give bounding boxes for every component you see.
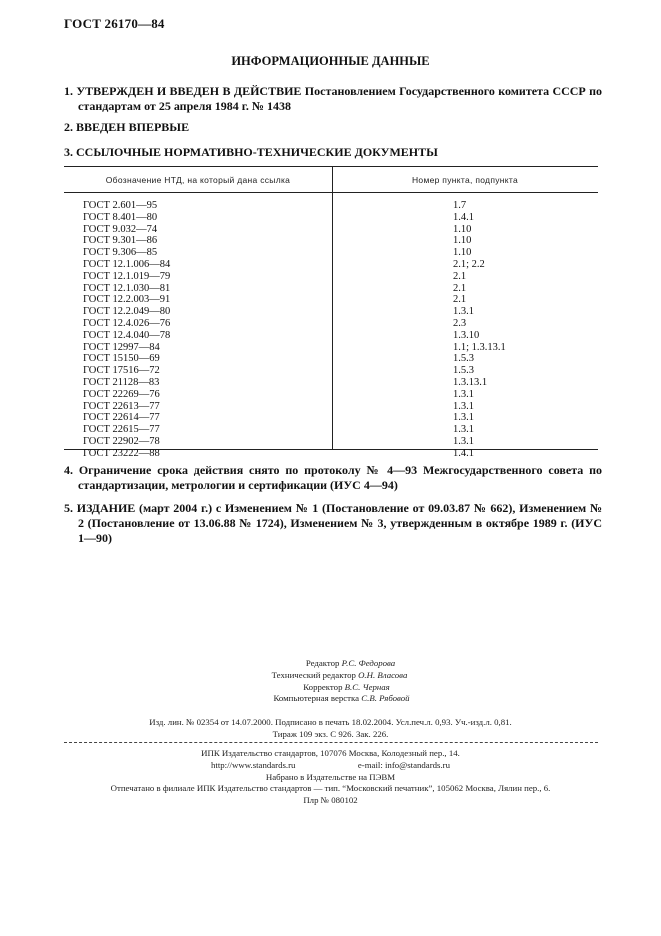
table-row xyxy=(64,365,598,377)
publisher-block xyxy=(0,748,661,807)
table-cell-clause: 2.1 xyxy=(453,270,467,282)
table-cell-clause: 1.3.1 xyxy=(453,424,474,436)
table-row xyxy=(64,401,598,413)
section-5-number: 5. xyxy=(64,501,73,515)
table-row xyxy=(64,353,598,365)
table-cell-document: ГОСТ 12.2.049—80 xyxy=(83,306,171,318)
table-cell-document: ГОСТ 21128—83 xyxy=(83,376,160,388)
table-cell-clause: 1.3.1 xyxy=(453,412,474,424)
section-2-heading: ВВЕДЕН ВПЕРВЫЕ xyxy=(76,120,190,134)
credit-tech-editor xyxy=(0,670,661,682)
table-cell-clause: 2.1; 2.2 xyxy=(453,258,485,270)
credit-tech-role: Технический редактор xyxy=(271,669,356,680)
credit-tech-name: О.Н. Власова xyxy=(358,669,408,680)
section-4-number: 4. xyxy=(64,463,73,477)
table-cell-clause: 1.10 xyxy=(453,247,472,259)
table-cell-clause: 1.10 xyxy=(453,223,472,235)
table-cell-clause: 2.1 xyxy=(453,294,467,306)
table-row xyxy=(64,424,598,436)
section-3-number: 3. xyxy=(64,145,73,159)
section-3 xyxy=(64,145,602,160)
publisher-address: ИПК Издательство стандартов, 107076 Москва, Колодезный пер., 14. xyxy=(201,748,460,758)
table-cell-clause: 1.3.1 xyxy=(453,435,474,447)
section-5-text-line3: 1—90) xyxy=(78,531,112,545)
table-cell-clause: 2.3 xyxy=(453,317,467,329)
imprint-block xyxy=(0,717,661,741)
credits-block xyxy=(0,658,661,705)
table-row xyxy=(64,271,598,283)
section-5 xyxy=(64,501,602,546)
table-cell-document: ГОСТ 12.4.040—78 xyxy=(83,329,171,341)
publisher-contacts xyxy=(0,760,661,772)
section-1-text: Постановлением Государственного комитета СССР по xyxy=(304,84,603,98)
table-cell-document: ГОСТ 9.032—74 xyxy=(83,223,158,235)
table-row xyxy=(64,235,598,247)
table-body xyxy=(64,200,598,460)
imprint-line-1: Изд. лин. № 02354 от 14.07.2000. Подписано в печать 18.02.2004. Усл.печ.л. 0,93. Уч.-изд.л. 0,81. xyxy=(149,717,512,727)
table-cell-document: ГОСТ 12.2.003—91 xyxy=(83,294,171,306)
credit-layout-role: Компьютерная верстка xyxy=(273,693,360,704)
table-cell-document: ГОСТ 12.1.006—84 xyxy=(83,258,171,270)
section-3-heading: ССЫЛОЧНЫЕ НОРМАТИВНО-ТЕХНИЧЕСКИЕ ДОКУМЕНТЫ xyxy=(76,145,438,159)
table-row xyxy=(64,224,598,236)
table-cell-document: ГОСТ 12.1.019—79 xyxy=(83,270,171,282)
table-row xyxy=(64,342,598,354)
table-header-document: Обозначение НТД, на который дана ссылка xyxy=(105,175,291,185)
table-cell-clause: 1.3.1 xyxy=(453,306,474,318)
table-row xyxy=(64,318,598,330)
table-row xyxy=(64,259,598,271)
table-cell-clause: 1.4.1 xyxy=(453,447,474,459)
credit-layout-name: С.В. Рябовой xyxy=(361,693,410,704)
table-row xyxy=(64,294,598,306)
section-2-number: 2. xyxy=(64,120,73,134)
section-1-text-line2: стандартам от 25 апреля 1984 г. № 1438 xyxy=(78,99,291,113)
table-row xyxy=(64,448,598,460)
table-cell-clause: 1.3.1 xyxy=(453,400,474,412)
credit-corrector-name: В.С. Черная xyxy=(344,681,390,692)
table-cell-document: ГОСТ 22269—76 xyxy=(83,388,160,400)
table-cell-clause: 1.1; 1.3.13.1 xyxy=(453,341,506,353)
table-row xyxy=(64,377,598,389)
imprint-line-2: Тираж 109 экз. С 926. Зак. 226. xyxy=(272,728,389,739)
table-cell-document: ГОСТ 15150—69 xyxy=(83,353,160,365)
table-cell-document: ГОСТ 23222—88 xyxy=(83,447,160,459)
section-5-text-line2: 2 (Постановление от 13.06.88 № 1724), Изменением № 3, утвержденным в октябре 1989 г. (ИУС xyxy=(78,516,602,530)
table-row xyxy=(64,212,598,224)
table-cell-document: ГОСТ 12997—84 xyxy=(83,341,160,353)
table-cell-clause: 1.3.10 xyxy=(453,329,480,341)
section-title: ИНФОРМАЦИОННЫЕ ДАННЫЕ xyxy=(231,54,430,68)
imprint-divider xyxy=(64,742,598,743)
section-2 xyxy=(64,120,602,135)
reference-table xyxy=(64,166,598,459)
table-row xyxy=(64,412,598,424)
section-1-number: 1. xyxy=(64,84,73,98)
publisher-license: Плр № 080102 xyxy=(303,795,358,806)
table-cell-clause: 1.5.3 xyxy=(453,365,474,377)
table-cell-clause: 1.3.1 xyxy=(453,388,474,400)
table-header-divider xyxy=(64,192,598,193)
credit-editor-name: Р.С. Федорова xyxy=(341,658,396,668)
table-row xyxy=(64,283,598,295)
table-cell-document: ГОСТ 2.601—95 xyxy=(83,200,158,211)
publisher-email: e-mail: info@standards.ru xyxy=(357,759,450,770)
credit-editor xyxy=(0,658,661,670)
table-cell-document: ГОСТ 22613—77 xyxy=(83,400,160,412)
table-row xyxy=(64,306,598,318)
table-cell-clause: 2.1 xyxy=(453,282,467,294)
table-header-clause: Номер пункта, подпункта xyxy=(411,175,519,185)
table-cell-document: ГОСТ 22615—77 xyxy=(83,424,160,436)
table-cell-clause: 1.4.1 xyxy=(453,211,474,223)
table-cell-document: ГОСТ 22614—77 xyxy=(83,412,160,424)
table-cell-clause: 1.7 xyxy=(453,200,467,211)
table-row xyxy=(64,330,598,342)
section-4-text-line2: стандартизации, метрологии и сертификации (ИУС 4—94) xyxy=(78,478,398,492)
credit-layout xyxy=(0,693,661,705)
table-cell-clause: 1.10 xyxy=(453,235,472,247)
section-5-text: ИЗДАНИЕ (март 2004 г.) с Изменением № 1 (Постановление от 09.03.87 № 662), Изменением № xyxy=(76,501,603,515)
table-cell-document: ГОСТ 22902—78 xyxy=(83,435,160,447)
section-4-text: Ограничение срока действия снято по протоколу № 4—93 Межгосударственного совета по xyxy=(78,463,602,477)
table-row xyxy=(64,200,598,212)
table-row xyxy=(64,247,598,259)
section-1-heading: УТВЕРЖДЕН И ВВЕДЕН В ДЕЙСТВИЕ xyxy=(76,84,302,98)
table-row xyxy=(64,389,598,401)
credit-corrector-role: Корректор xyxy=(303,681,343,692)
publisher-typeset: Набрано в Издательстве на ПЭВМ xyxy=(265,771,396,782)
table-cell-document: ГОСТ 12.4.026—76 xyxy=(83,317,171,329)
publisher-printed: Отпечатано в филиале ИПК Издательство стандартов — тип. “Московский печатник”, 105062 Москва, Лялин пер., 6. xyxy=(110,783,551,794)
section-4 xyxy=(64,463,602,493)
table-cell-clause: 1.5.3 xyxy=(453,353,474,365)
table-cell-clause: 1.3.13.1 xyxy=(453,376,488,388)
standard-number: ГОСТ 26170—84 xyxy=(64,16,165,31)
credit-editor-role: Редактор xyxy=(305,658,340,668)
table-cell-document: ГОСТ 9.301—86 xyxy=(83,235,158,247)
table-cell-document: ГОСТ 12.1.030—81 xyxy=(83,282,171,294)
table-cell-document: ГОСТ 9.306—85 xyxy=(83,247,158,259)
credit-corrector xyxy=(0,682,661,694)
section-1 xyxy=(64,84,602,114)
table-cell-document: ГОСТ 8.401—80 xyxy=(83,211,158,223)
publisher-website: http://www.standards.ru xyxy=(210,759,296,770)
table-row xyxy=(64,436,598,448)
table-cell-document: ГОСТ 17516—72 xyxy=(83,365,160,377)
